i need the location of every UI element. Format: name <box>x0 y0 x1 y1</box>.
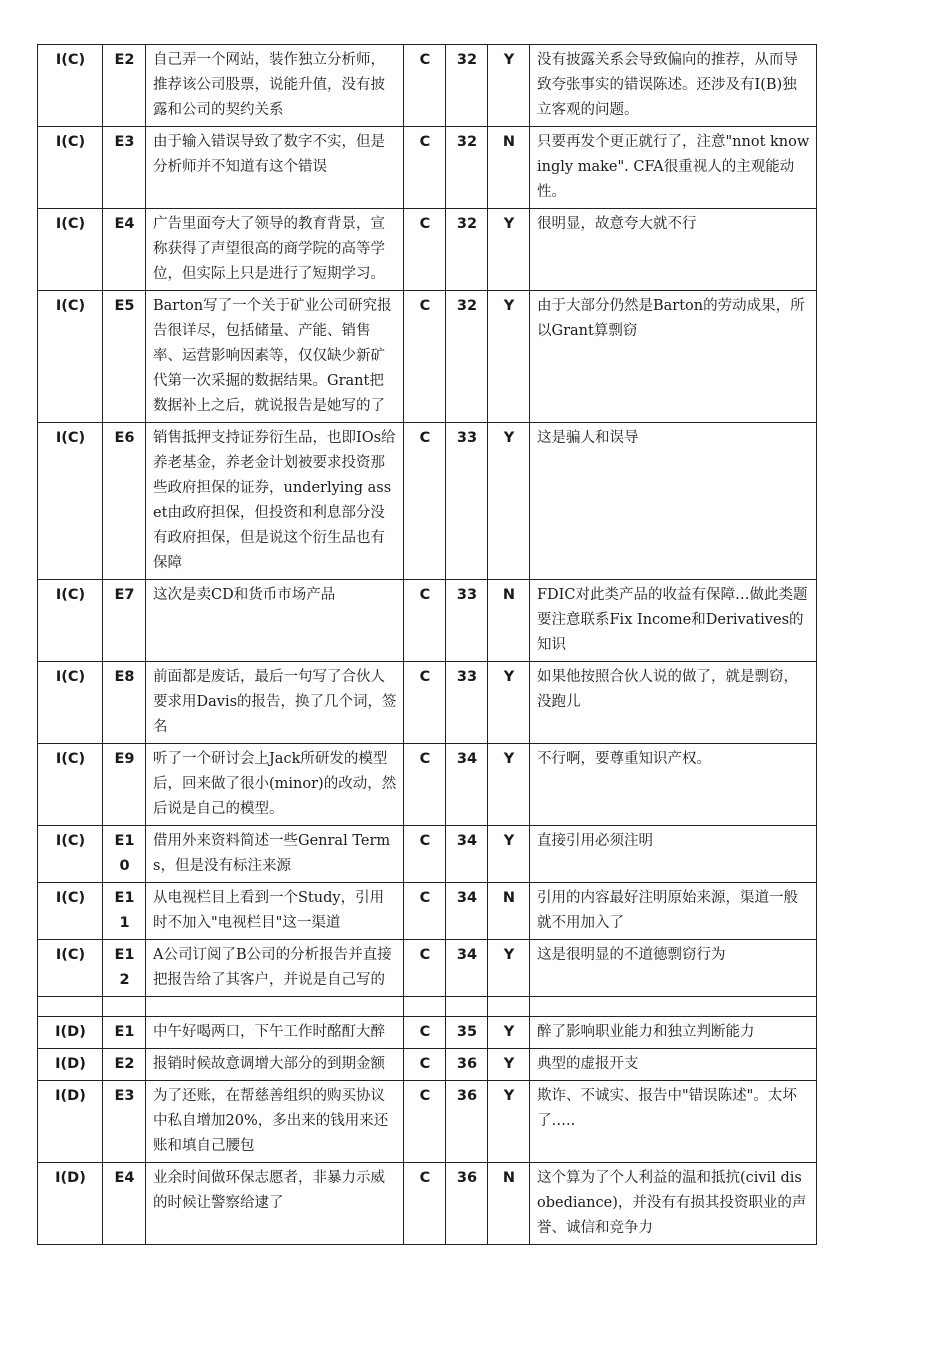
description-cell: 自己弄一个网站，装作独立分析师，推荐该公司股票，说能升值，没有披露和公司的契约关系 <box>146 45 404 127</box>
standard-cell: I(C) <box>38 580 103 662</box>
example-cell: E2 <box>103 45 146 127</box>
level-cell: C <box>404 1163 446 1245</box>
table-row <box>38 209 817 291</box>
table-row <box>38 423 817 580</box>
level-cell: C <box>404 127 446 209</box>
page-cell: 34 <box>446 826 488 883</box>
violation-cell: N <box>488 580 530 662</box>
note-cell: 这是骗人和误导 <box>530 423 817 580</box>
standard-cell: I(C) <box>38 662 103 744</box>
note-cell: 直接引用必须注明 <box>530 826 817 883</box>
standard-cell: I(C) <box>38 291 103 423</box>
note-cell: 欺诈、不诚实、报告中"错误陈述"。太坏了….. <box>530 1081 817 1163</box>
standard-cell: I(C) <box>38 209 103 291</box>
example-cell: E2 <box>103 1049 146 1081</box>
description-cell: 业余时间做环保志愿者，非暴力示威的时候让警察给逮了 <box>146 1163 404 1245</box>
level-cell: C <box>404 883 446 940</box>
violation-cell: Y <box>488 662 530 744</box>
violation-cell: Y <box>488 291 530 423</box>
page-cell: 32 <box>446 127 488 209</box>
level-cell: C <box>404 826 446 883</box>
standard-cell: I(C) <box>38 940 103 997</box>
description-cell: 从电视栏目上看到一个Study，引用时不加入"电视栏目"这一渠道 <box>146 883 404 940</box>
example-cell: E3 <box>103 127 146 209</box>
violation-cell: Y <box>488 1081 530 1163</box>
description-cell: 销售抵押支持证券衍生品，也即IOs给养老基金，养老金计划被要求投资那些政府担保的证券，underlying asset由政府担保，但投资和利息部分没有政府担保，但是说这个衍生品也有保障 <box>146 423 404 580</box>
level-cell <box>404 997 446 1017</box>
violation-cell: Y <box>488 744 530 826</box>
example-cell: E7 <box>103 580 146 662</box>
example-cell: E3 <box>103 1081 146 1163</box>
description-cell: 中午好喝两口，下午工作时酩酊大醉 <box>146 1017 404 1049</box>
description-cell <box>146 997 404 1017</box>
example-cell: E1 <box>103 1017 146 1049</box>
description-cell: A公司订阅了B公司的分析报告并直接把报告给了其客户，并说是自己写的 <box>146 940 404 997</box>
table-row <box>38 291 817 423</box>
standard-cell: I(C) <box>38 127 103 209</box>
page-cell: 34 <box>446 883 488 940</box>
description-cell: 报销时候故意调增大部分的到期金额 <box>146 1049 404 1081</box>
level-cell: C <box>404 423 446 580</box>
example-cell: E6 <box>103 423 146 580</box>
description-cell: 前面都是废话，最后一句写了合伙人要求用Davis的报告，换了几个词，签名 <box>146 662 404 744</box>
example-cell: E9 <box>103 744 146 826</box>
level-cell: C <box>404 1081 446 1163</box>
example-cell: E8 <box>103 662 146 744</box>
note-cell: 没有披露关系会导致偏向的推荐，从而导致夸张事实的错误陈述。还涉及有I(B)独立客观的问题。 <box>530 45 817 127</box>
standard-cell: I(D) <box>38 1081 103 1163</box>
table-row <box>38 45 817 127</box>
violation-cell: Y <box>488 826 530 883</box>
level-cell: C <box>404 744 446 826</box>
page-cell: 36 <box>446 1049 488 1081</box>
page-cell <box>446 997 488 1017</box>
standard-cell: I(C) <box>38 744 103 826</box>
note-cell: 很明显，故意夸大就不行 <box>530 209 817 291</box>
example-cell: E4 <box>103 209 146 291</box>
standard-cell: I(D) <box>38 1049 103 1081</box>
standard-cell: I(D) <box>38 1163 103 1245</box>
violation-cell: Y <box>488 940 530 997</box>
violation-cell: Y <box>488 1017 530 1049</box>
level-cell: C <box>404 940 446 997</box>
description-cell: 广告里面夸大了领导的教育背景，宣称获得了声望很高的商学院的高等学位，但实际上只是进行了短期学习。 <box>146 209 404 291</box>
example-cell: E11 <box>103 883 146 940</box>
page-cell: 33 <box>446 662 488 744</box>
page-cell: 36 <box>446 1081 488 1163</box>
page-cell: 34 <box>446 744 488 826</box>
violation-cell: Y <box>488 423 530 580</box>
note-cell: 典型的虚报开支 <box>530 1049 817 1081</box>
description-cell: 这次是卖CD和货币市场产品 <box>146 580 404 662</box>
table-row <box>38 1017 817 1049</box>
note-cell: 由于大部分仍然是Barton的劳动成果，所以Grant算剽窃 <box>530 291 817 423</box>
level-cell: C <box>404 291 446 423</box>
level-cell: C <box>404 1049 446 1081</box>
page-cell: 32 <box>446 291 488 423</box>
note-cell: 这是很明显的不道德剽窃行为 <box>530 940 817 997</box>
table-row <box>38 883 817 940</box>
note-cell: 醉了影响职业能力和独立判断能力 <box>530 1017 817 1049</box>
page-cell: 33 <box>446 580 488 662</box>
spacer-row <box>38 997 817 1017</box>
standard-cell <box>38 997 103 1017</box>
note-cell: 如果他按照合伙人说的做了，就是剽窃，没跑儿 <box>530 662 817 744</box>
table-row <box>38 127 817 209</box>
table-row <box>38 940 817 997</box>
description-cell: 为了还账，在帮慈善组织的购买协议中私自增加20%，多出来的钱用来还账和填自己腰包 <box>146 1081 404 1163</box>
note-cell: 不行啊，要尊重知识产权。 <box>530 744 817 826</box>
violation-cell: N <box>488 1163 530 1245</box>
example-cell: E5 <box>103 291 146 423</box>
table-row <box>38 1081 817 1163</box>
standard-cell: I(D) <box>38 1017 103 1049</box>
ethics-case-table <box>37 44 817 1245</box>
standard-cell: I(C) <box>38 423 103 580</box>
level-cell: C <box>404 209 446 291</box>
description-cell: 由于输入错误导致了数字不实，但是分析师并不知道有这个错误 <box>146 127 404 209</box>
level-cell: C <box>404 1017 446 1049</box>
table-row <box>38 1163 817 1245</box>
page-cell: 32 <box>446 45 488 127</box>
note-cell <box>530 997 817 1017</box>
table-row <box>38 744 817 826</box>
page-cell: 32 <box>446 209 488 291</box>
standard-cell: I(C) <box>38 883 103 940</box>
example-cell: E4 <box>103 1163 146 1245</box>
page-cell: 35 <box>446 1017 488 1049</box>
description-cell: 借用外来资料简述一些Genral Terms，但是没有标注来源 <box>146 826 404 883</box>
level-cell: C <box>404 580 446 662</box>
level-cell: C <box>404 45 446 127</box>
violation-cell: N <box>488 127 530 209</box>
level-cell: C <box>404 662 446 744</box>
note-cell: 只要再发个更正就行了，注意"nnot knowingly make". CFA很重视人的主观能动性。 <box>530 127 817 209</box>
table-row <box>38 580 817 662</box>
violation-cell: Y <box>488 45 530 127</box>
violation-cell: Y <box>488 1049 530 1081</box>
standard-cell: I(C) <box>38 45 103 127</box>
table-row <box>38 1049 817 1081</box>
violation-cell <box>488 997 530 1017</box>
note-cell: FDIC对此类产品的收益有保障…做此类题要注意联系Fix Income和Derivatives的知识 <box>530 580 817 662</box>
table-row <box>38 662 817 744</box>
table-row <box>38 826 817 883</box>
example-cell: E12 <box>103 940 146 997</box>
example-cell: E10 <box>103 826 146 883</box>
description-cell: Barton写了一个关于矿业公司研究报告很详尽，包括储量、产能、销售率、运营影响因素等，仅仅缺少新矿代第一次采掘的数据结果。Grant把数据补上之后，就说报告是她写的了 <box>146 291 404 423</box>
standard-cell: I(C) <box>38 826 103 883</box>
page-cell: 34 <box>446 940 488 997</box>
violation-cell: Y <box>488 209 530 291</box>
note-cell: 这个算为了个人利益的温和抵抗(civil disobediance)，并没有有损其投资职业的声誉、诚信和竞争力 <box>530 1163 817 1245</box>
description-cell: 听了一个研讨会上Jack所研发的模型后，回来做了很小(minor)的改动，然后说是自己的模型。 <box>146 744 404 826</box>
note-cell: 引用的内容最好注明原始来源，渠道一般就不用加入了 <box>530 883 817 940</box>
page-cell: 33 <box>446 423 488 580</box>
example-cell <box>103 997 146 1017</box>
page-cell: 36 <box>446 1163 488 1245</box>
violation-cell: N <box>488 883 530 940</box>
